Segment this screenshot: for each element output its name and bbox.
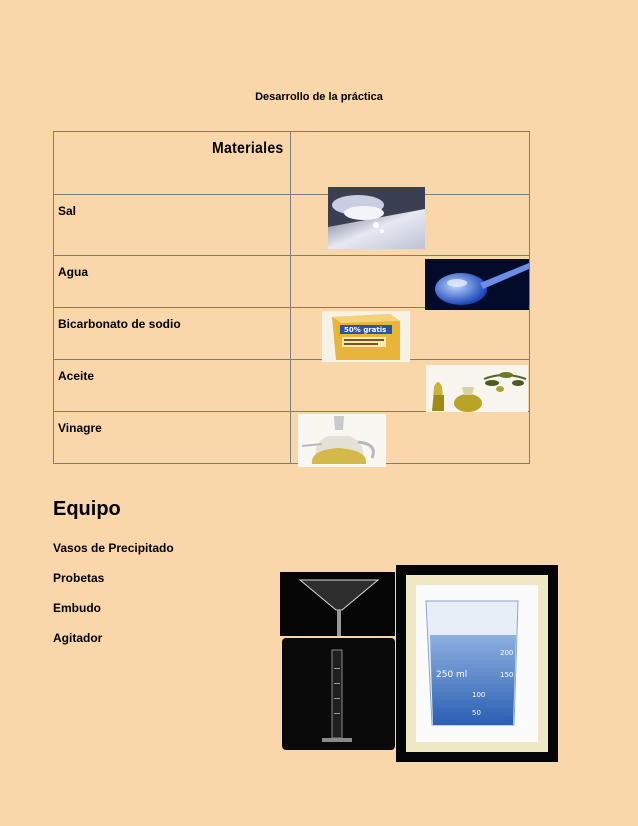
baking-soda-box-photo [322, 311, 410, 362]
table-row [54, 412, 530, 464]
list-item: Vasos de Precipitado [53, 541, 174, 555]
beaker-label-50: 50 [472, 709, 481, 717]
graduated-cylinder-photo [282, 638, 395, 750]
vinegar-carafe-photo [298, 414, 386, 467]
beaker-label-250: 250 ml [436, 670, 468, 680]
table-row [54, 195, 530, 256]
beaker-label-200: 200 [500, 649, 514, 657]
list-item: Probetas [53, 571, 105, 585]
materials-header-row [54, 132, 530, 195]
material-label: Vinagre [54, 412, 291, 464]
equipment-title: Equipo [53, 498, 121, 520]
section-heading: Desarrollo de la práctica [255, 91, 383, 103]
material-label: Sal [54, 195, 291, 256]
material-label: Bicarbonato de sodio [54, 308, 291, 360]
funnel-photo [280, 572, 395, 636]
box-promo-text: 50% gratis [344, 326, 387, 334]
olive-oil-photo [426, 365, 528, 412]
beaker-photo [396, 565, 558, 762]
beaker-label-100: 100 [472, 691, 486, 699]
material-label: Agua [54, 256, 291, 308]
equipment-list [53, 541, 174, 661]
salt-pouring-photo [328, 187, 425, 249]
table-row [54, 308, 530, 360]
beaker-label-150: 150 [500, 671, 514, 679]
list-item: Embudo [53, 601, 101, 615]
materials-header: Materiales [82, 132, 291, 195]
material-label: Aceite [54, 360, 291, 412]
list-item: Agitador [53, 631, 103, 645]
water-spoon-photo [425, 259, 529, 310]
